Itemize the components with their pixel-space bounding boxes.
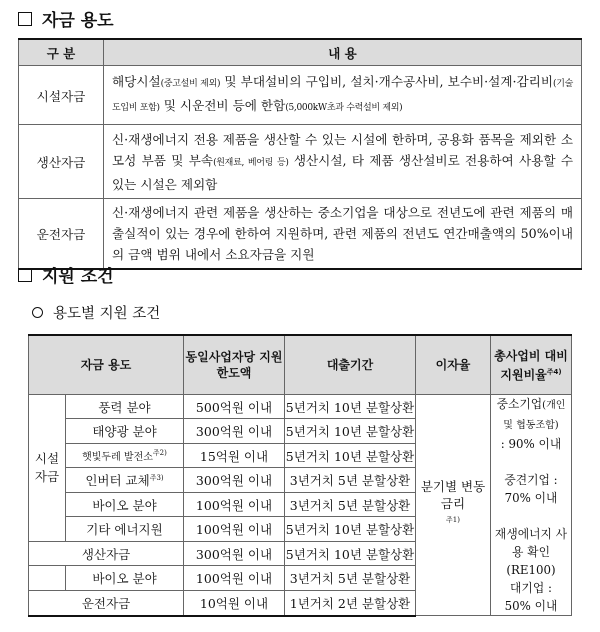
- row-category: 생산자금: [19, 125, 104, 199]
- usage-name: 바이오 분야: [66, 566, 184, 590]
- fund-usage-table: [18, 38, 582, 270]
- table-row: [19, 125, 582, 199]
- usage-name: 햇빛두레 발전소$^{주2)}$: [66, 443, 184, 467]
- support-conditions-table: [28, 334, 572, 617]
- row-description: 신·재생에너지 전용 제품을 생산할 수 있는 시설에 한하며, 공용화 품목을 제외한 소모성 부품 및 부속(원재료, 베어링 등) 생산시설, 타 제품 생산설비로 전용하여 사용할 수 있는 시설은 제외함: [104, 125, 582, 199]
- table-row: [19, 199, 582, 270]
- loan-period: 3년거치 5년 분할상환: [285, 468, 416, 492]
- header-content: 내 용: [104, 39, 582, 66]
- loan-period: 5년거치 10년 분할상환: [285, 517, 416, 541]
- header-support-ratio: 총사업비 대비 지원비율$^{주4)}$: [491, 335, 572, 395]
- usage-name: 태양광 분야: [66, 419, 184, 443]
- group-label-facility: 시설 자금: [29, 395, 66, 542]
- row-category: 운전자금: [19, 199, 104, 270]
- limit-amount: 300억원 이내: [184, 541, 285, 565]
- section-heading-support-conditions: [18, 262, 114, 287]
- header-fund-usage: 자금 용도: [29, 335, 184, 395]
- limit-amount: 100억원 이내: [184, 566, 285, 590]
- interest-rate: 분기별 변동금리 $^{주1)}$: [416, 395, 491, 616]
- header-category: 구 분: [19, 39, 104, 66]
- loan-period: 5년거치 10년 분할상환: [285, 395, 416, 419]
- subsection-heading: [32, 302, 160, 323]
- header-loan-period: 대출기간: [285, 335, 416, 395]
- limit-amount: 300억원 이내: [184, 468, 285, 492]
- table-header-row: [29, 335, 572, 395]
- loan-period: 5년거치 10년 분할상환: [285, 443, 416, 467]
- limit-amount: 100억원 이내: [184, 492, 285, 516]
- loan-period: 5년거치 10년 분할상환: [285, 419, 416, 443]
- limit-amount: 10억원 이내: [184, 590, 285, 615]
- usage-name: 풍력 분야: [66, 395, 184, 419]
- checkbox-square-icon: [18, 12, 32, 26]
- section-title: 자금 용도: [42, 11, 114, 31]
- usage-name: 인버터 교체$^{주3)}$: [66, 468, 184, 492]
- loan-period: 3년거치 5년 분할상환: [285, 566, 416, 590]
- limit-amount: 15억원 이내: [184, 443, 285, 467]
- header-interest-rate: 이자율: [416, 335, 491, 395]
- subsection-title: 용도별 지원 조건: [53, 306, 161, 322]
- circle-bullet-icon: [32, 307, 43, 318]
- row-category: 시설자금: [19, 66, 104, 125]
- usage-name: 기타 에너지원: [66, 517, 184, 541]
- checkbox-square-icon: [18, 268, 32, 282]
- limit-amount: 300억원 이내: [184, 419, 285, 443]
- indent-spacer: [29, 566, 66, 590]
- support-ratio: 중소기업(개인 및 협동조합) : 90% 이내 중견기업 : 70% 이내 재생에너지 사용 확인 (RE100) 대기업 : 50% 이내: [491, 395, 572, 616]
- row-description: 해당시설(중고설비 제외) 및 부대설비의 구입비, 설치·개수공사비, 보수비·설계·감리비(기술도입비 포함) 및 시운전비 등에 한함(5,000kW초과 수력설비 제외): [104, 66, 582, 125]
- table-row: [29, 395, 572, 419]
- usage-name: 운전자금: [29, 590, 184, 615]
- header-limit: 동일사업자당 지원한도액: [184, 335, 285, 395]
- loan-period: 1년거치 2년 분할상환: [285, 590, 416, 615]
- table-row: [19, 66, 582, 125]
- limit-amount: 100억원 이내: [184, 517, 285, 541]
- loan-period: 3년거치 5년 분할상환: [285, 492, 416, 516]
- usage-name: 생산자금: [29, 541, 184, 565]
- section-heading-fund-usage: [18, 6, 114, 31]
- section-title: 지원 조건: [42, 267, 114, 287]
- usage-name: 바이오 분야: [66, 492, 184, 516]
- row-description: 신·재생에너지 관련 제품을 생산하는 중소기업을 대상으로 전년도에 관련 제품의 매출실적이 있는 경우에 한하여 지원하며, 관련 제품의 전년도 연간매출액의 50%이내의 금액 범위 내에서 소요자금을 지원: [104, 199, 582, 270]
- limit-amount: 500억원 이내: [184, 395, 285, 419]
- table-header-row: [19, 39, 582, 66]
- loan-period: 5년거치 10년 분할상환: [285, 541, 416, 565]
